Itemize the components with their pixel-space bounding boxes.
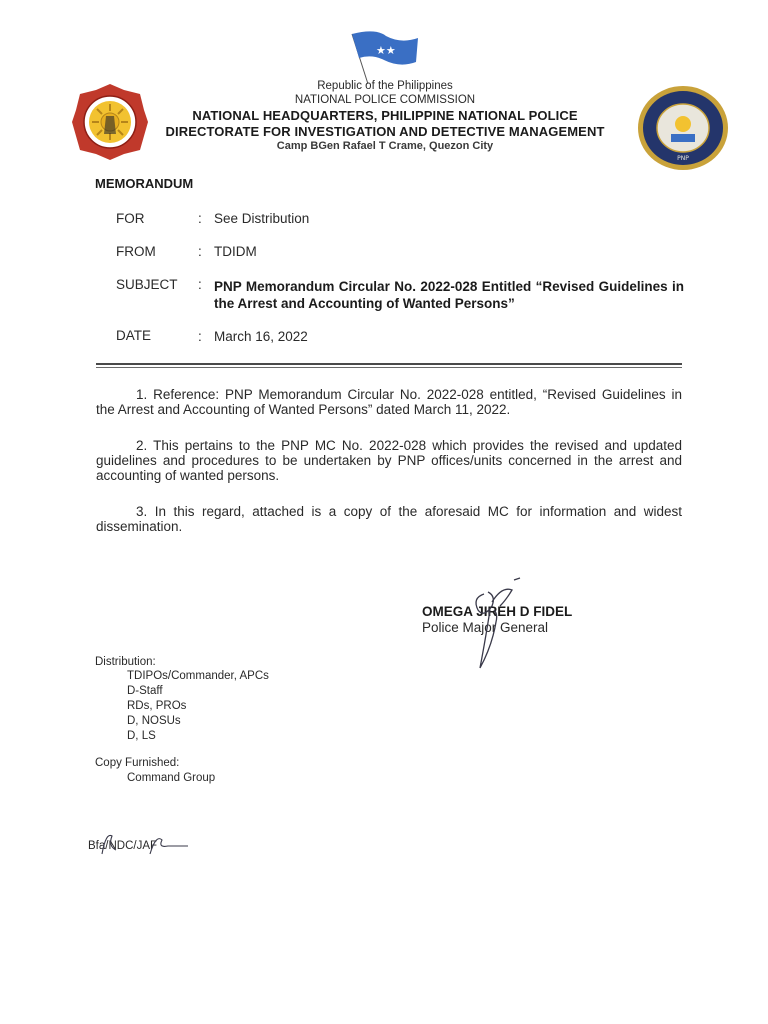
reference-code: Bfa/NDC/JAF	[88, 840, 158, 852]
copy-furnished-item: Command Group	[127, 772, 216, 784]
distribution-list	[127, 669, 269, 744]
pnp-seal-icon	[70, 82, 150, 162]
date-colon: :	[198, 329, 202, 344]
svg-text:★★: ★★	[376, 44, 396, 57]
list-item: D, LS	[127, 730, 156, 742]
list-item: TDIPOs/Commander, APCs	[127, 670, 269, 682]
distribution-title: Distribution:	[95, 656, 156, 668]
paragraph-3: 3. In this regard, attached is a copy of the aforesaid MC for information and widest dissemination.	[96, 504, 682, 534]
subject-value: PNP Memorandum Circular No. 2022-028 Entitled “Revised Guidelines in the Arrest and Accounting of Wanted Persons”	[214, 279, 684, 311]
address-line: Camp BGen Rafael T Crame, Quezon City	[276, 140, 494, 152]
signatory-rank: Police Major General	[422, 620, 549, 635]
for-colon: :	[198, 211, 202, 226]
svg-text:PNP: PNP	[677, 155, 689, 162]
signatory-name: OMEGA JIREH D FIDEL	[422, 604, 573, 619]
initials-scribble	[96, 828, 191, 858]
from-label: FROM	[116, 244, 156, 259]
list-item: D-Staff	[127, 685, 163, 697]
list-item: RDs, PROs	[127, 700, 187, 712]
header-divider	[96, 363, 682, 365]
directorate-line: DIRECTORATE FOR INVESTIGATION AND DETECTIVE MANAGEMENT	[165, 124, 605, 139]
paragraph-2: 2. This pertains to the PNP MC No. 2022-028 which provides the revised and updated guidelines and procedures to be undertaken by PNP offices/units concerned in the arrest and accounting of wanted persons.	[96, 438, 682, 483]
republic-line: Republic of the Philippines	[317, 80, 453, 92]
paragraph-1: 1. Reference: PNP Memorandum Circular No. 2022-028 entitled, “Revised Guidelines in the Arrest and Accounting of Wanted Persons” dated March 11, 2022.	[96, 387, 682, 417]
didm-seal-icon	[636, 84, 730, 172]
headquarters-line: NATIONAL HEADQUARTERS, PHILIPPINE NATIONAL POLICE	[192, 108, 578, 123]
subject-colon: :	[198, 277, 202, 292]
handwritten-signature	[462, 576, 532, 672]
for-value: See Distribution	[214, 211, 310, 226]
memo-title: MEMORANDUM	[95, 176, 194, 191]
date-label: DATE	[116, 328, 152, 343]
two-star-flag-icon	[346, 30, 426, 85]
subject-label: SUBJECT	[116, 277, 178, 292]
for-label: FOR	[116, 211, 145, 226]
header-divider-thin	[96, 367, 682, 368]
commission-line: NATIONAL POLICE COMMISSION	[294, 94, 476, 106]
from-colon: :	[198, 244, 202, 259]
copy-furnished-title: Copy Furnished:	[95, 757, 180, 769]
list-item: D, NOSUs	[127, 715, 181, 727]
from-value: TDIDM	[214, 244, 257, 259]
date-value: March 16, 2022	[214, 329, 308, 344]
